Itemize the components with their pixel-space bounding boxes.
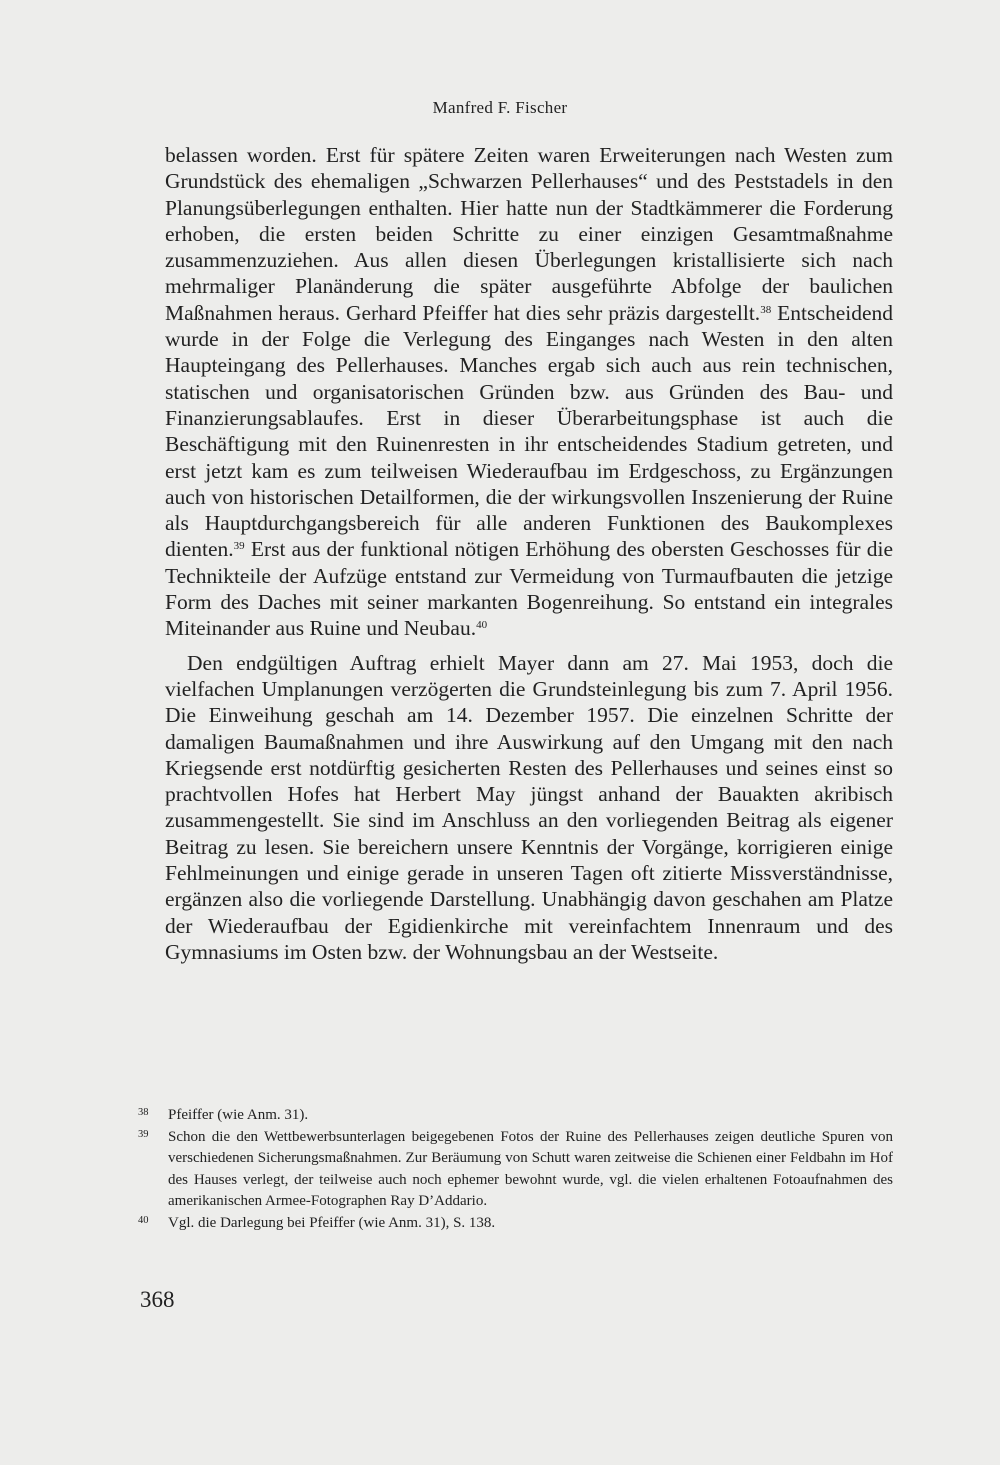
footnote-38 <box>138 1105 893 1127</box>
footnotes <box>138 1105 893 1234</box>
footnote-number: 38 <box>138 1107 149 1118</box>
running-header: Manfred F. Fischer <box>432 98 568 117</box>
footnote-number: 39 <box>138 1128 149 1140</box>
paragraph-1-text-b: Entscheidend wurde in der Folge die Verlegung des Einganges nach Westen in den alten Haupteingang des Pellerhauses. Manches ergab sich auch aus rein technischen, statischen und organisatorischen Gründen bzw. aus Gründen des Bau- und Finanzierungsablaufes. Erst in dieser Überarbeitungsphase ist auch die Beschäftigung mit den Ruinenresten in ihr entscheidendes Stadium getreten, und erst jetzt kam es zum teilweisen Wiederaufbau im Erdgeschoss, zu Ergänzungen auch von historischen Detailformen, die der wirkungsvollen Inszenierung der Ruine als Hauptdurchgangsbereich für alle anderen Funktionen des Baukomplexes dienten. <box>165 300 894 562</box>
paragraph-1-text-c: Erst aus der funktional nötigen Erhöhung des obersten Geschosses für die Technikteile der Aufzüge entstand zur Vermeidung von Turmaufbauten die jetzige Form des Daches mit seiner markanten Bogenreihung. So entstand ein integrales Miteinander aus Ruine und Neubau. <box>165 537 893 641</box>
paragraph-2: Den endgültigen Auftrag erhielt Mayer dann am 27. Mai 1953, doch die vielfachen Umplanungen verzögerten die Grundsteinlegung bis zum 7. April 1956. Die Einweihung geschah am 14. Dezember 1957. Die einzelnen Schritte der damaligen Baumaßnahmen und ihre Auswirkung auf den Umgang mit den nach Kriegsende erst notdürftig gesicherten Resten des Pellerhauses und seines einst so prachtvollen Hofes hat Herbert May jüngst anhand der Bauakten akribisch zusammengestellt. Sie sind im Anschluss an den vorliegenden Beitrag als eigener Beitrag zu lesen. Sie bereichern unsere Kenntnis der Vorgänge, korrigieren einige Fehlmeinungen und einige gerade in unseren Tagen oft zitierte Missverständnisse, ergänzen also die vorliegende Darstellung. Unabhängig davon geschahen am Platze der Wiederaufbau der Egidienkirche mit vereinfachtem Innenraum und des Gymnasiums im Osten bzw. der Wohnungsbau an der Westseite. <box>165 650 893 964</box>
footnote-text: Schon die den Wettbewerbsunterlagen beigegebenen Fotos der Ruine des Pellerhauses zeigen deutliche Spuren von verschiedenen Sicherungsmaßnahmen. Zur Beräumung von Schutt waren zeitweise die Schienen einer Feldbahn im Hof des Hauses verlegt, der teilweise auch noch ephemer bewohnt wurde, vgl. die vielen erhaltenen Fotoaufnahmen des amerikanischen Armee-Fotographen Ray D’Addario. <box>168 1128 893 1209</box>
footnote-40 <box>138 1213 893 1235</box>
paragraph-1-text-a: belassen worden. Erst für spätere Zeiten waren Erweiterungen nach Westen zum Grundstück des ehemaligen „Schwarzen Pellerhauses“ und des Peststadels in den Planungsüberlegungen enthalten. Hier hatte nun der Stadtkämmerer die Forderung erhoben, die ersten beiden Schritte zu einer einzigen Gesamtmaßnahme zusammenzuziehen. Aus allen diesen Überlegungen kristallisierte sich nach mehrmaliger Planänderung die später ausgeführte Abfolge der baulichen Maßnahmen heraus. Gerhard Pfeiffer hat dies sehr präzis dargestellt. <box>165 143 893 325</box>
main-text <box>165 142 893 965</box>
footnote-text: Pfeiffer (wie Anm. 31). <box>168 1107 309 1123</box>
footnote-number: 40 <box>138 1214 149 1226</box>
footnote-text: Vgl. die Darlegung bei Pfeiffer (wie Anm. 31), S. 138. <box>168 1214 496 1231</box>
footnote-ref-39: 39 <box>233 540 245 553</box>
footnote-ref-38: 38 <box>760 303 772 316</box>
footnote-ref-40: 40 <box>476 619 488 632</box>
paragraph-1 <box>165 142 893 642</box>
page-number: 368 <box>140 1287 175 1312</box>
footnote-39 <box>138 1127 893 1213</box>
